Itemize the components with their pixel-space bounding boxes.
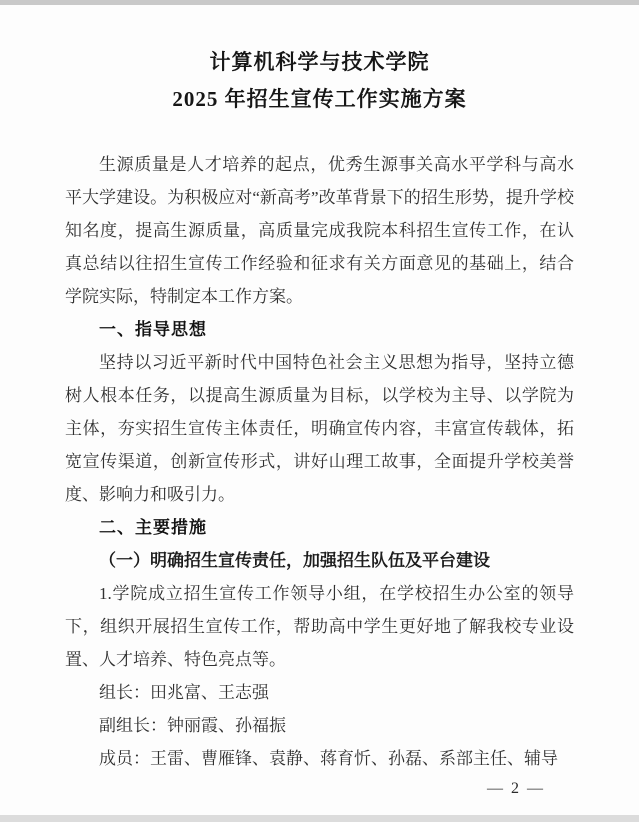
- document-title-line1: 计算机科学与技术学院: [209, 50, 430, 74]
- line-group-leader: 组长：田兆富、王志强: [99, 683, 269, 702]
- paragraph-guiding-thought: 坚持以习近平新时代中国特色社会主义思想为指导，坚持立德树人根本任务，以提高生源质量为目标，以学校为主导、以学院为主体，夯实招生宣传主体责任，明确宣传内容，丰富宣传载体，拓宽宣传渠道，创新宣传形式，讲好山理工故事，全面提升学校美誉度、影响力和吸引力。: [65, 353, 574, 504]
- subsection-heading-responsibility: （一）明确招生宣传责任，加强招生队伍及平台建设: [99, 551, 490, 570]
- line-deputy-group-leader: 副组长：钟丽霞、孙福振: [99, 716, 286, 735]
- section-heading-main-measures: 二、主要措施: [99, 518, 207, 537]
- top-edge-divider: [0, 0, 639, 5]
- page-number: — 2 —: [487, 780, 545, 797]
- document-title-line2: 2025 年招生宣传工作实施方案: [172, 87, 467, 111]
- paragraph-measure-1: 1.学院成立招生宣传工作领导小组，在学校招生办公室的领导下，组织开展招生宣传工作，帮助高中学生更好地了解我校专业设置、人才培养、特色亮点等。: [65, 584, 574, 669]
- line-members: 成员：王雷、曹雁锋、袁静、蒋育忻、孙磊、系部主任、辅导: [99, 749, 558, 768]
- paragraph-intro: 生源质量是人才培养的起点，优秀生源事关高水平学科与高水平大学建设。为积极应对“新高考”改革背景下的招生形势，提升学校知名度，提高生源质量，高质量完成我院本科招生宣传工作，在认真总结以往招生宣传工作经验和征求有关方面意见的基础上，结合学院实际，特制定本工作方案。: [65, 155, 574, 306]
- section-heading-guiding-thought: 一、指导思想: [99, 320, 207, 339]
- document-title-block: [0, 0, 639, 118]
- bottom-edge-divider: [0, 815, 639, 822]
- document-body: [65, 148, 574, 775]
